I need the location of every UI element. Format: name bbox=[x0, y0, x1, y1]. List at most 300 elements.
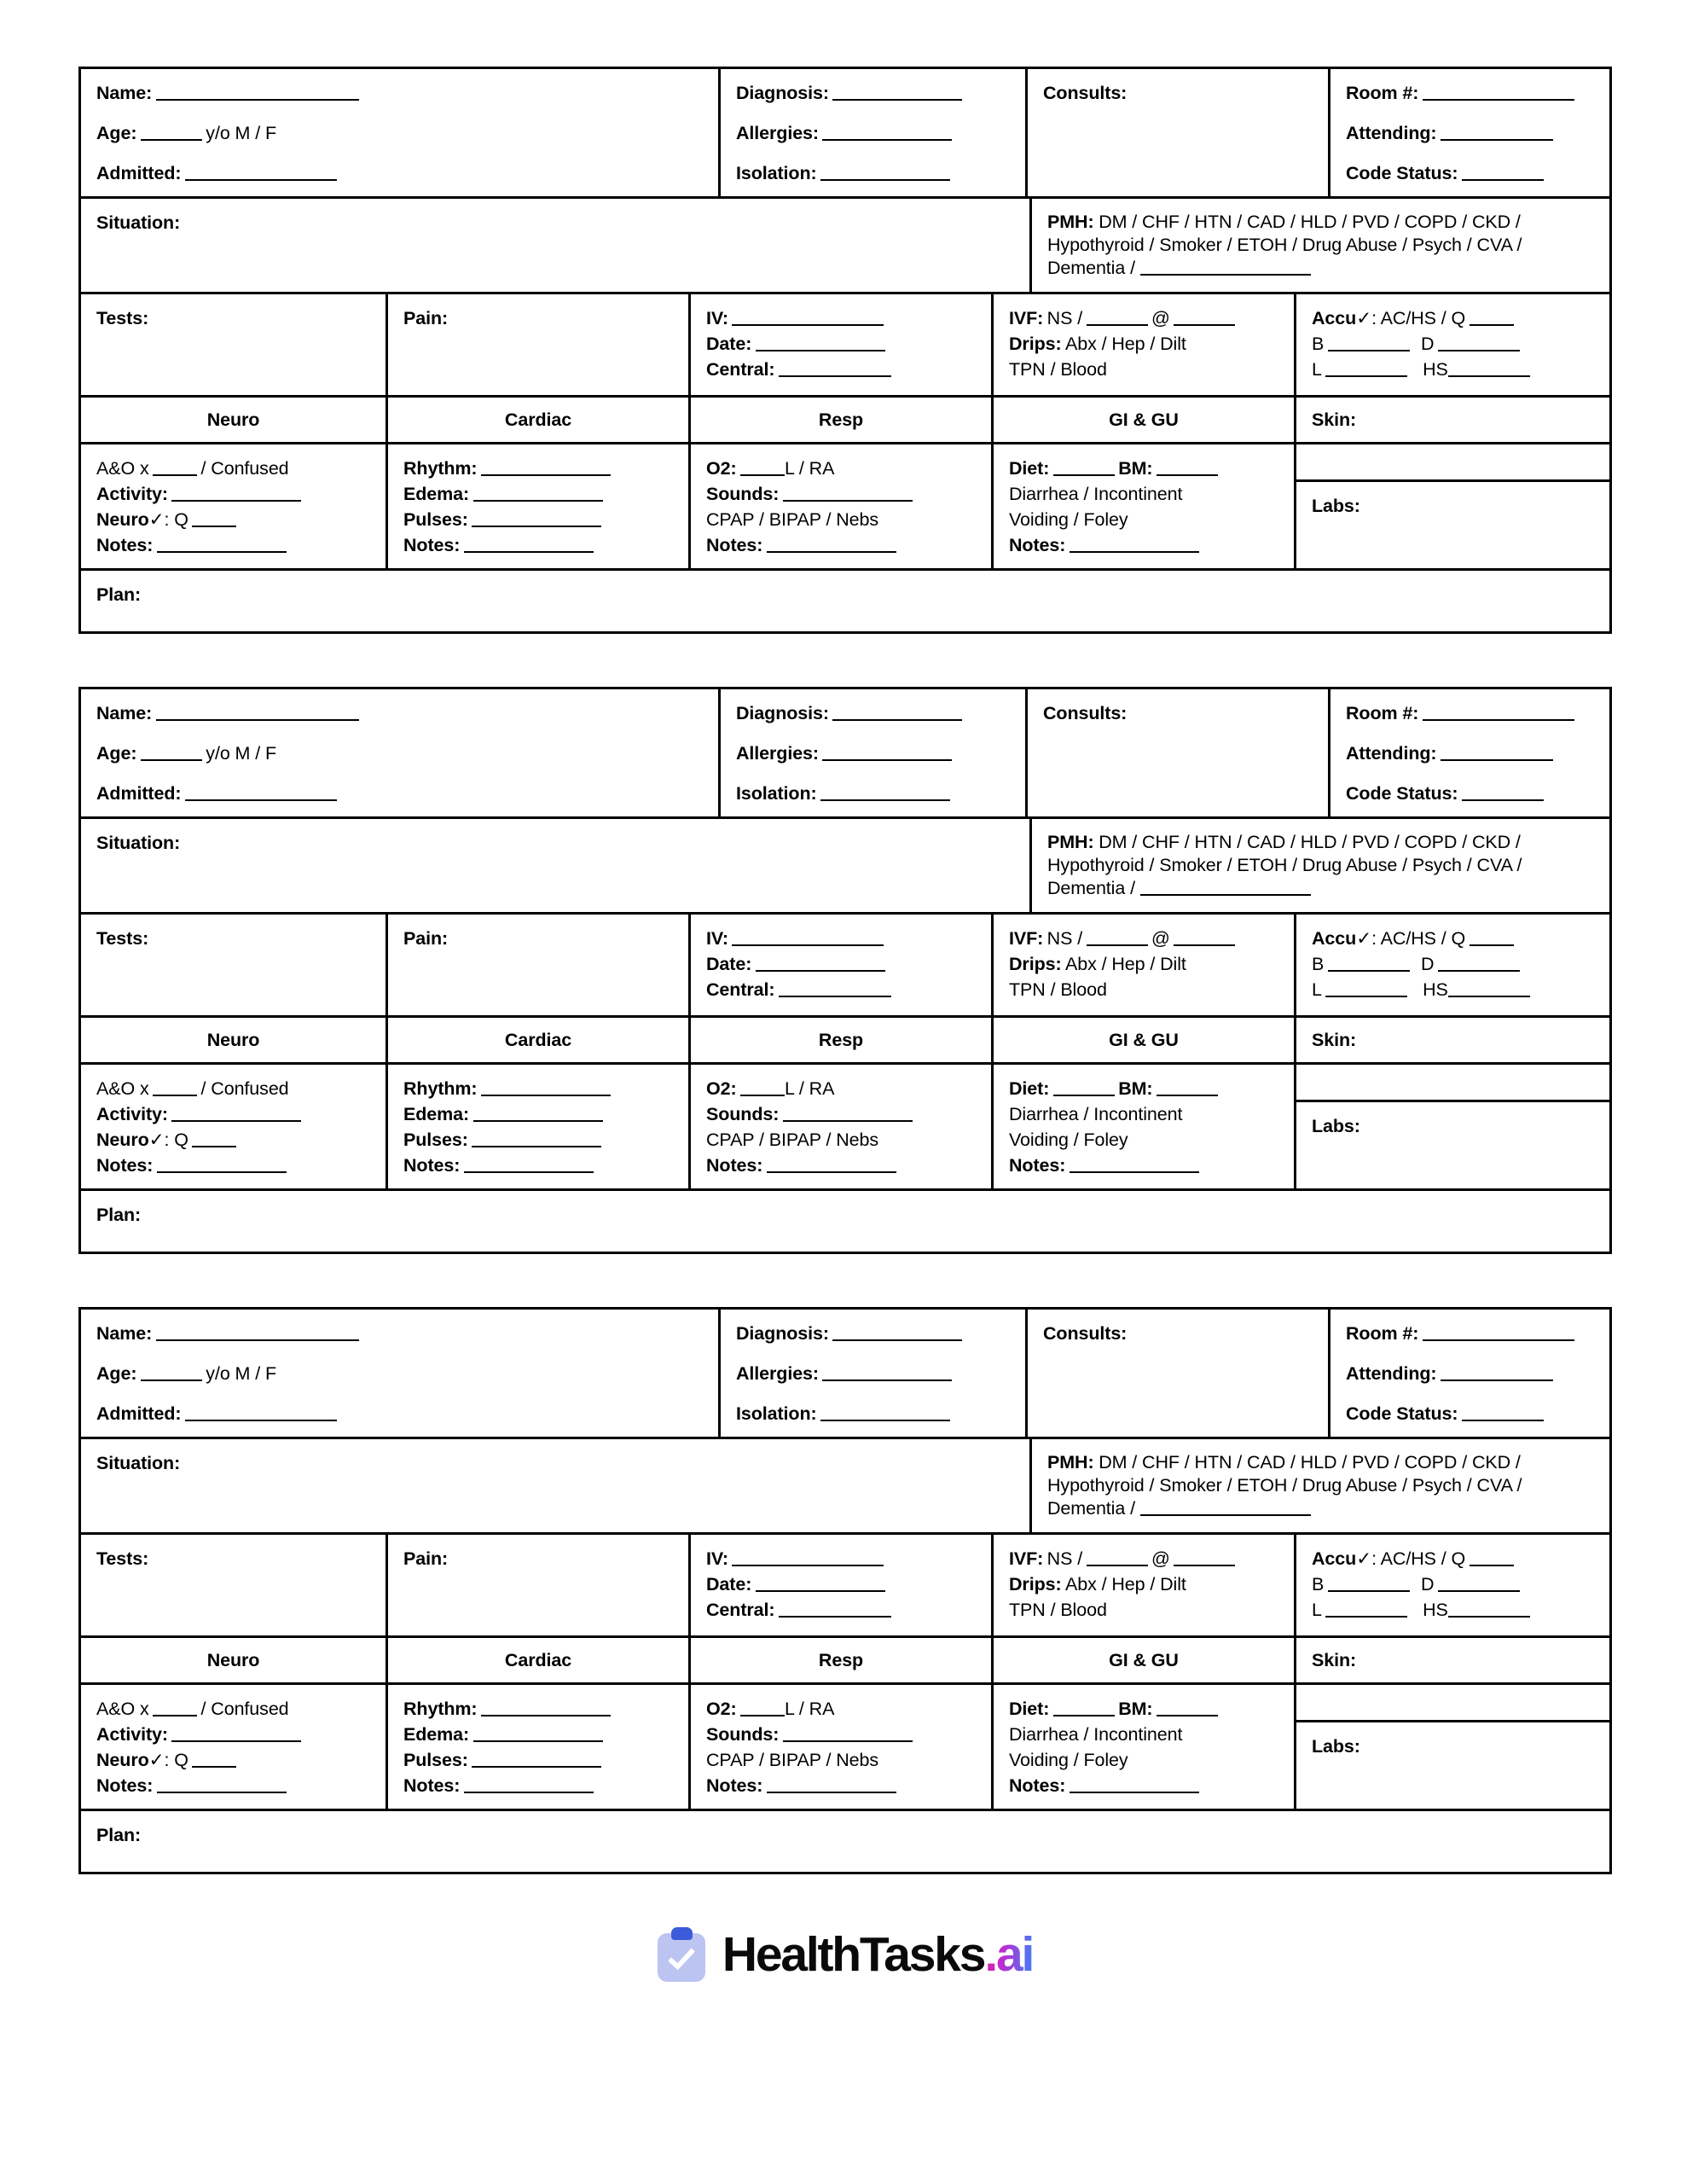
iv-date-label: Date: bbox=[706, 334, 752, 354]
diagnosis-blank[interactable] bbox=[832, 1325, 962, 1341]
ivf-rate-blank[interactable] bbox=[1087, 310, 1148, 326]
pmh-cell[interactable] bbox=[1032, 819, 1609, 912]
name-field[interactable] bbox=[96, 1323, 706, 1345]
diet-bm-field[interactable] bbox=[1009, 1078, 1282, 1100]
drips-field[interactable] bbox=[1009, 334, 1282, 355]
pmh-other-blank[interactable] bbox=[1140, 1500, 1311, 1516]
pmh-other-blank[interactable] bbox=[1140, 259, 1311, 276]
o2-label: O2: bbox=[706, 1699, 737, 1719]
isolation-field[interactable] bbox=[736, 163, 1013, 184]
edema-field[interactable] bbox=[403, 484, 676, 505]
situation-cell[interactable] bbox=[81, 819, 1032, 912]
o2-field[interactable] bbox=[706, 1078, 979, 1100]
age-label: Age: bbox=[96, 123, 137, 143]
accu-check-icon: ✓ bbox=[1356, 308, 1372, 328]
age-blank[interactable] bbox=[141, 745, 202, 761]
isolation-field[interactable] bbox=[736, 783, 1013, 804]
iv-date-field[interactable] bbox=[706, 1574, 979, 1595]
admitted-label: Admitted: bbox=[96, 163, 182, 183]
edema-blank[interactable] bbox=[473, 1726, 603, 1742]
pain-cell[interactable] bbox=[388, 1535, 691, 1635]
rhythm-blank[interactable] bbox=[481, 460, 611, 476]
central-blank[interactable] bbox=[779, 981, 891, 997]
situation-cell[interactable] bbox=[81, 199, 1032, 292]
neuro-check-field[interactable] bbox=[96, 509, 374, 531]
urinary-status-field[interactable] bbox=[1009, 1130, 1282, 1151]
cardiac-header-label: Cardiac bbox=[504, 1030, 572, 1050]
sounds-blank[interactable] bbox=[783, 1106, 913, 1122]
gigu-header bbox=[994, 398, 1296, 442]
room-field[interactable] bbox=[1346, 83, 1597, 104]
resp-notes-blank[interactable] bbox=[767, 537, 896, 553]
diagnosis-label: Diagnosis: bbox=[736, 703, 829, 723]
brand-name: HealthTasks bbox=[722, 1926, 985, 1982]
code-status-blank[interactable] bbox=[1462, 165, 1544, 181]
labs-cell[interactable] bbox=[1296, 1102, 1609, 1188]
allergies-blank[interactable] bbox=[822, 1365, 952, 1381]
accu-hs-label: HS bbox=[1423, 359, 1448, 380]
diagnosis-field[interactable] bbox=[736, 1323, 1013, 1345]
drips-options: Abx / Hep / Dilt bbox=[1064, 1574, 1186, 1594]
iv-field[interactable] bbox=[706, 308, 979, 329]
bowel-status-field[interactable] bbox=[1009, 1104, 1282, 1125]
cardiac-notes-label: Notes: bbox=[403, 535, 461, 555]
neuro-notes-blank[interactable] bbox=[157, 1777, 287, 1793]
neuro-check-field[interactable] bbox=[96, 1750, 374, 1771]
age-blank[interactable] bbox=[141, 1365, 202, 1381]
iv-access-cell bbox=[691, 1535, 994, 1635]
rhythm-blank[interactable] bbox=[481, 1080, 611, 1096]
activity-field[interactable] bbox=[96, 1724, 374, 1745]
resp-notes-blank[interactable] bbox=[767, 1777, 896, 1793]
plan-label: Plan: bbox=[96, 1825, 142, 1845]
ivf-field[interactable] bbox=[1009, 1548, 1282, 1570]
attending-label: Attending: bbox=[1346, 123, 1437, 143]
allergies-label: Allergies: bbox=[736, 123, 819, 143]
bm-blank[interactable] bbox=[1157, 1080, 1218, 1096]
plan-row bbox=[81, 571, 1609, 631]
accu-hs-blank[interactable] bbox=[1448, 361, 1530, 377]
gigu-notes-label: Notes: bbox=[1009, 1775, 1066, 1796]
consults-field[interactable] bbox=[1043, 1323, 1316, 1345]
age-field[interactable] bbox=[96, 743, 706, 764]
iv-blank[interactable] bbox=[732, 1550, 884, 1566]
iv-date-label: Date: bbox=[706, 1574, 752, 1594]
cardiac-notes-field[interactable] bbox=[403, 535, 676, 556]
resp-notes-blank[interactable] bbox=[767, 1157, 896, 1173]
rhythm-field[interactable] bbox=[403, 1699, 676, 1720]
tpn-blood-field[interactable] bbox=[1009, 979, 1282, 1001]
sounds-field[interactable] bbox=[706, 1724, 979, 1745]
consults-cell[interactable] bbox=[1028, 689, 1330, 816]
airway-support-field[interactable] bbox=[706, 1130, 979, 1151]
situation-label: Situation: bbox=[96, 1453, 181, 1473]
ivf-rate-blank[interactable] bbox=[1087, 1550, 1148, 1566]
accu-d-blank[interactable] bbox=[1438, 335, 1520, 351]
skin-header[interactable] bbox=[1296, 1018, 1609, 1062]
room-blank[interactable] bbox=[1423, 705, 1574, 721]
diet-blank[interactable] bbox=[1053, 1080, 1115, 1096]
accu-lhs-field[interactable] bbox=[1312, 979, 1597, 1001]
ao-blank[interactable] bbox=[153, 460, 197, 476]
o2-options: L / RA bbox=[785, 1699, 835, 1719]
room-blank[interactable] bbox=[1423, 1325, 1574, 1341]
plan-cell[interactable] bbox=[81, 1811, 1609, 1872]
skin-write-area[interactable] bbox=[1296, 444, 1609, 482]
code-status-field[interactable] bbox=[1346, 1403, 1597, 1425]
pulses-field[interactable] bbox=[403, 509, 676, 531]
diet-bm-field[interactable] bbox=[1009, 458, 1282, 479]
tests-cell[interactable] bbox=[81, 294, 388, 395]
resp-notes-field[interactable] bbox=[706, 535, 979, 556]
o2-blank[interactable] bbox=[740, 1080, 785, 1096]
admitted-blank[interactable] bbox=[185, 165, 337, 181]
central-line-field[interactable] bbox=[706, 1600, 979, 1621]
edema-field[interactable] bbox=[403, 1724, 676, 1745]
iv-date-blank[interactable] bbox=[756, 335, 885, 351]
gigu-notes-blank[interactable] bbox=[1070, 1157, 1199, 1173]
rhythm-blank[interactable] bbox=[481, 1700, 611, 1716]
neuro-notes-field[interactable] bbox=[96, 1775, 374, 1797]
room-field[interactable] bbox=[1346, 1323, 1597, 1345]
pmh-conditions-3: Dementia / bbox=[1047, 1498, 1135, 1519]
airway-support-field[interactable] bbox=[706, 1750, 979, 1771]
ao-field[interactable] bbox=[96, 458, 374, 479]
name-field[interactable] bbox=[96, 703, 706, 724]
bm-blank[interactable] bbox=[1157, 1700, 1218, 1716]
drips-label: Drips: bbox=[1009, 954, 1062, 974]
iv-field[interactable] bbox=[706, 928, 979, 950]
allergies-field[interactable] bbox=[736, 743, 1013, 764]
plan-cell[interactable] bbox=[81, 571, 1609, 631]
tests-cell[interactable] bbox=[81, 915, 388, 1015]
resp-header bbox=[691, 398, 994, 442]
code-status-field[interactable] bbox=[1346, 783, 1597, 804]
admitted-field[interactable] bbox=[96, 1403, 706, 1425]
accu-b-blank[interactable] bbox=[1328, 1576, 1410, 1592]
pulses-blank[interactable] bbox=[472, 1131, 601, 1147]
neuro-notes-blank[interactable] bbox=[157, 1157, 287, 1173]
pmh-cell[interactable] bbox=[1032, 199, 1609, 292]
iv-blank[interactable] bbox=[732, 310, 884, 326]
airway-support-field[interactable] bbox=[706, 509, 979, 531]
accu-d-blank[interactable] bbox=[1438, 1576, 1520, 1592]
systems-content-row bbox=[81, 1065, 1609, 1191]
admitted-blank[interactable] bbox=[185, 785, 337, 801]
resp-header-label: Resp bbox=[818, 410, 864, 430]
pmh-line-1 bbox=[1047, 211, 1597, 234]
voiding-options: Voiding / Foley bbox=[1009, 1130, 1128, 1150]
consults-field[interactable] bbox=[1043, 703, 1316, 724]
pmh-cell[interactable] bbox=[1032, 1439, 1609, 1532]
neuro-header bbox=[81, 398, 388, 442]
isolation-blank[interactable] bbox=[820, 165, 950, 181]
accu-schedule-field[interactable] bbox=[1312, 928, 1597, 950]
isolation-field[interactable] bbox=[736, 1403, 1013, 1425]
neuro-notes-label: Notes: bbox=[96, 535, 154, 555]
pmh-other-blank[interactable] bbox=[1140, 880, 1311, 896]
iv-date-blank[interactable] bbox=[756, 956, 885, 972]
gigu-notes-field[interactable] bbox=[1009, 535, 1282, 556]
systems-header-row bbox=[81, 398, 1609, 444]
pulses-blank[interactable] bbox=[472, 1751, 601, 1768]
iv-access-cell bbox=[691, 294, 994, 395]
patient-report-block-2 bbox=[78, 687, 1612, 1254]
tests-cell[interactable] bbox=[81, 1535, 388, 1635]
gigu-notes-blank[interactable] bbox=[1070, 1777, 1199, 1793]
cardiac-notes-label: Notes: bbox=[403, 1775, 461, 1796]
systems-content-row bbox=[81, 444, 1609, 571]
labs-label: Labs: bbox=[1312, 496, 1360, 516]
accu-bd-field[interactable] bbox=[1312, 334, 1597, 355]
ivf-time-blank[interactable] bbox=[1174, 310, 1235, 326]
gigu-notes-field[interactable] bbox=[1009, 1775, 1282, 1797]
urinary-status-field[interactable] bbox=[1009, 1750, 1282, 1771]
activity-field[interactable] bbox=[96, 1104, 374, 1125]
bowel-status-field[interactable] bbox=[1009, 484, 1282, 505]
accu-q-blank[interactable] bbox=[1470, 1550, 1514, 1566]
accu-hs-blank[interactable] bbox=[1448, 1601, 1530, 1618]
accu-schedule-field[interactable] bbox=[1312, 308, 1597, 329]
skin-write-area[interactable] bbox=[1296, 1065, 1609, 1102]
neuro-notes-blank[interactable] bbox=[157, 537, 287, 553]
sounds-blank[interactable] bbox=[783, 485, 913, 502]
neuro-q-blank[interactable] bbox=[192, 511, 236, 527]
accu-check-icon: ✓ bbox=[1356, 928, 1372, 949]
diet-label: Diet: bbox=[1009, 458, 1050, 479]
pulses-blank[interactable] bbox=[472, 511, 601, 527]
urinary-status-field[interactable] bbox=[1009, 509, 1282, 531]
skin-write-area[interactable] bbox=[1296, 1685, 1609, 1722]
accu-b-blank[interactable] bbox=[1328, 335, 1410, 351]
allergies-field[interactable] bbox=[736, 1363, 1013, 1385]
cardiac-notes-field[interactable] bbox=[403, 1775, 676, 1797]
resp-notes-field[interactable] bbox=[706, 1775, 979, 1797]
accu-q-blank[interactable] bbox=[1470, 930, 1514, 946]
o2-blank[interactable] bbox=[740, 1700, 785, 1716]
diet-label: Diet: bbox=[1009, 1078, 1050, 1099]
central-blank[interactable] bbox=[779, 361, 891, 377]
activity-blank[interactable] bbox=[171, 1106, 301, 1122]
bm-label: BM: bbox=[1118, 1078, 1153, 1099]
pulses-label: Pulses: bbox=[403, 1750, 468, 1770]
code-status-field[interactable] bbox=[1346, 163, 1597, 184]
neuro-cell bbox=[81, 1065, 388, 1188]
cardiac-notes-field[interactable] bbox=[403, 1155, 676, 1176]
resp-cell bbox=[691, 444, 994, 568]
edema-field[interactable] bbox=[403, 1104, 676, 1125]
allergies-blank[interactable] bbox=[822, 745, 952, 761]
accu-bd-field[interactable] bbox=[1312, 1574, 1597, 1595]
gigu-header-label: GI & GU bbox=[1109, 1030, 1179, 1050]
neuro-q-blank[interactable] bbox=[192, 1131, 236, 1147]
tests-label: Tests: bbox=[96, 1548, 149, 1569]
ao-field[interactable] bbox=[96, 1699, 374, 1720]
labs-cell[interactable] bbox=[1296, 482, 1609, 568]
attending-blank[interactable] bbox=[1441, 745, 1553, 761]
accu-b-blank[interactable] bbox=[1328, 956, 1410, 972]
diet-blank[interactable] bbox=[1053, 460, 1115, 476]
rhythm-field[interactable] bbox=[403, 1078, 676, 1100]
activity-blank[interactable] bbox=[171, 1726, 301, 1742]
attending-blank[interactable] bbox=[1441, 125, 1553, 141]
plan-cell[interactable] bbox=[81, 1191, 1609, 1252]
name-field[interactable] bbox=[96, 83, 706, 104]
central-line-field[interactable] bbox=[706, 979, 979, 1001]
cardiac-notes-blank[interactable] bbox=[464, 537, 594, 553]
accu-schedule-field[interactable] bbox=[1312, 1548, 1597, 1570]
neuro-notes-label: Notes: bbox=[96, 1155, 154, 1176]
rhythm-field[interactable] bbox=[403, 458, 676, 479]
accu-l-blank[interactable] bbox=[1325, 1601, 1407, 1618]
name-label: Name: bbox=[96, 83, 153, 103]
tpn-blood-field[interactable] bbox=[1009, 359, 1282, 380]
accu-l-blank[interactable] bbox=[1325, 981, 1407, 997]
pain-cell[interactable] bbox=[388, 915, 691, 1015]
attending-field[interactable] bbox=[1346, 743, 1597, 764]
resp-header bbox=[691, 1018, 994, 1062]
iv-field[interactable] bbox=[706, 1548, 979, 1570]
neuro-check-icon: ✓ bbox=[148, 509, 165, 530]
iv-date-blank[interactable] bbox=[756, 1576, 885, 1592]
admitted-blank[interactable] bbox=[185, 1405, 337, 1421]
neuro-q-blank[interactable] bbox=[192, 1751, 236, 1768]
diet-blank[interactable] bbox=[1053, 1700, 1115, 1716]
diet-bm-field[interactable] bbox=[1009, 1699, 1282, 1720]
edema-blank[interactable] bbox=[473, 1106, 603, 1122]
admitted-field[interactable] bbox=[96, 163, 706, 184]
cardiac-notes-label: Notes: bbox=[403, 1155, 461, 1176]
sounds-field[interactable] bbox=[706, 1104, 979, 1125]
o2-field[interactable] bbox=[706, 1699, 979, 1720]
ao-blank[interactable] bbox=[153, 1700, 197, 1716]
gigu-notes-field[interactable] bbox=[1009, 1155, 1282, 1176]
room-field[interactable] bbox=[1346, 703, 1597, 724]
o2-blank[interactable] bbox=[740, 460, 785, 476]
attending-field[interactable] bbox=[1346, 123, 1597, 144]
edema-blank[interactable] bbox=[473, 485, 603, 502]
drips-field[interactable] bbox=[1009, 954, 1282, 975]
accu-l-blank[interactable] bbox=[1325, 361, 1407, 377]
tpn-blood-options: TPN / Blood bbox=[1009, 359, 1107, 380]
accu-q-blank[interactable] bbox=[1470, 310, 1514, 326]
activity-field[interactable] bbox=[96, 484, 374, 505]
tests-label: Tests: bbox=[96, 308, 149, 328]
consults-cell[interactable] bbox=[1028, 1310, 1330, 1437]
code-status-blank[interactable] bbox=[1462, 785, 1544, 801]
allergies-field[interactable] bbox=[736, 123, 1013, 144]
activity-blank[interactable] bbox=[171, 485, 301, 502]
iv-blank[interactable] bbox=[732, 930, 884, 946]
diagnosis-blank[interactable] bbox=[832, 705, 962, 721]
diagnosis-field[interactable] bbox=[736, 703, 1013, 724]
attending-field[interactable] bbox=[1346, 1363, 1597, 1385]
bm-blank[interactable] bbox=[1157, 460, 1218, 476]
bowel-status-field[interactable] bbox=[1009, 1724, 1282, 1745]
ao-field[interactable] bbox=[96, 1078, 374, 1100]
pain-cell[interactable] bbox=[388, 294, 691, 395]
age-suffix: y/o M / F bbox=[206, 743, 277, 764]
age-blank[interactable] bbox=[141, 125, 202, 141]
resp-notes-field[interactable] bbox=[706, 1155, 979, 1176]
cardiac-notes-blank[interactable] bbox=[464, 1157, 594, 1173]
isolation-blank[interactable] bbox=[820, 785, 950, 801]
neuro-check-icon: ✓ bbox=[148, 1750, 165, 1770]
accu-lhs-field[interactable] bbox=[1312, 359, 1597, 380]
iv-date-field[interactable] bbox=[706, 954, 979, 975]
name-blank[interactable] bbox=[156, 705, 359, 721]
code-status-blank[interactable] bbox=[1462, 1405, 1544, 1421]
drips-field[interactable] bbox=[1009, 1574, 1282, 1595]
age-field[interactable] bbox=[96, 1363, 706, 1385]
accu-lhs-field[interactable] bbox=[1312, 1600, 1597, 1621]
gigu-header-label: GI & GU bbox=[1109, 410, 1179, 430]
cardiac-notes-blank[interactable] bbox=[464, 1777, 594, 1793]
admitted-field[interactable] bbox=[96, 783, 706, 804]
allergies-blank[interactable] bbox=[822, 125, 952, 141]
diagnosis-field[interactable] bbox=[736, 83, 1013, 104]
accu-hs-blank[interactable] bbox=[1448, 981, 1530, 997]
situation-cell[interactable] bbox=[81, 1439, 1032, 1532]
accu-d-blank[interactable] bbox=[1438, 956, 1520, 972]
age-field[interactable] bbox=[96, 123, 706, 144]
tpn-blood-field[interactable] bbox=[1009, 1600, 1282, 1621]
skin-header[interactable] bbox=[1296, 398, 1609, 442]
gigu-cell bbox=[994, 1685, 1296, 1809]
sounds-blank[interactable] bbox=[783, 1726, 913, 1742]
iv-date-field[interactable] bbox=[706, 334, 979, 355]
attending-blank[interactable] bbox=[1441, 1365, 1553, 1381]
sounds-field[interactable] bbox=[706, 484, 979, 505]
skin-header[interactable] bbox=[1296, 1638, 1609, 1682]
labs-cell[interactable] bbox=[1296, 1722, 1609, 1809]
pulses-field[interactable] bbox=[403, 1130, 676, 1151]
situation-pmh-row bbox=[81, 819, 1609, 915]
drips-options: Abx / Hep / Dilt bbox=[1064, 334, 1186, 354]
neuro-notes-field[interactable] bbox=[96, 1155, 374, 1176]
accu-bd-field[interactable] bbox=[1312, 954, 1597, 975]
ao-blank[interactable] bbox=[153, 1080, 197, 1096]
neuro-notes-field[interactable] bbox=[96, 535, 374, 556]
central-line-field[interactable] bbox=[706, 359, 979, 380]
o2-field[interactable] bbox=[706, 458, 979, 479]
ivf-time-blank[interactable] bbox=[1174, 1550, 1235, 1566]
name-blank[interactable] bbox=[156, 1325, 359, 1341]
name-blank[interactable] bbox=[156, 84, 359, 101]
ivf-rate-blank[interactable] bbox=[1087, 930, 1148, 946]
neuro-check-field[interactable] bbox=[96, 1130, 374, 1151]
room-blank[interactable] bbox=[1423, 84, 1574, 101]
gigu-notes-blank[interactable] bbox=[1070, 537, 1199, 553]
ivf-time-blank[interactable] bbox=[1174, 930, 1235, 946]
ivf-field[interactable] bbox=[1009, 928, 1282, 950]
consults-cell[interactable] bbox=[1028, 69, 1330, 196]
ivf-label: IVF: bbox=[1009, 1548, 1044, 1569]
ivf-field[interactable] bbox=[1009, 308, 1282, 329]
central-blank[interactable] bbox=[779, 1601, 891, 1618]
patient-identity-cell bbox=[81, 1310, 721, 1437]
room-label: Room #: bbox=[1346, 83, 1419, 103]
admitted-label: Admitted: bbox=[96, 1403, 182, 1424]
isolation-blank[interactable] bbox=[820, 1405, 950, 1421]
diagnosis-blank[interactable] bbox=[832, 84, 962, 101]
cpap-options: CPAP / BIPAP / Nebs bbox=[706, 1130, 879, 1150]
consults-field[interactable] bbox=[1043, 83, 1316, 104]
code-status-label: Code Status: bbox=[1346, 783, 1458, 804]
o2-options: L / RA bbox=[785, 458, 835, 479]
pmh-conditions-1: DM / CHF / HTN / CAD / HLD / PVD / COPD / CKD / bbox=[1099, 212, 1521, 232]
pulses-field[interactable] bbox=[403, 1750, 676, 1771]
